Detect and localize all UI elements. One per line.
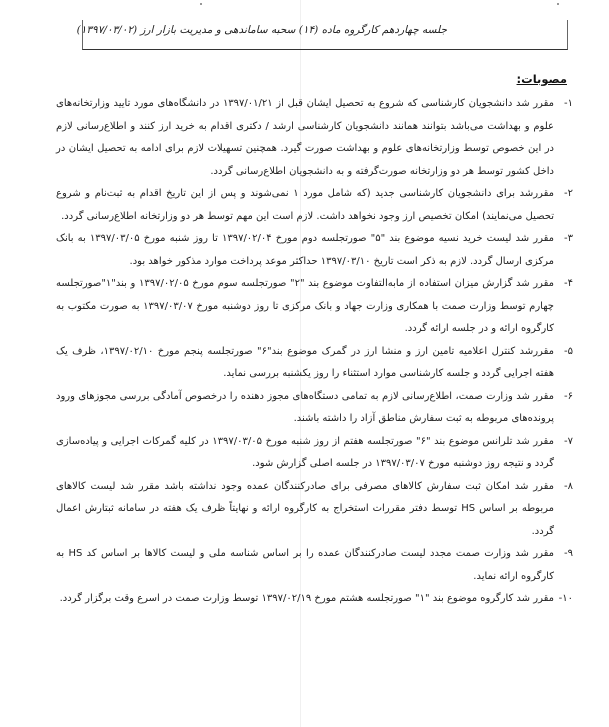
item-number: ۲- [564, 188, 573, 199]
resolution-item [56, 386, 573, 431]
scan-speck [557, 3, 559, 5]
resolution-item [56, 476, 573, 544]
item-number: ۶- [564, 390, 573, 402]
item-number: ۴- [564, 278, 573, 289]
section-heading: مصوبات: [516, 72, 567, 86]
item-text: مقرر شد تلرانس موضوع بند "۶" صورتجلسه هفتم از روز شنبه مورخ ۱۳۹۷/۰۳/۰۵ در کلیه گمرکات اجرایی و پیاده‌سازی گردد و نتیجه روز دوشنبه مورخ ۱۳۹۷/۰۳/۰۷ در جلسه اصلی گزارش شود. [56, 435, 554, 469]
header-box [76, 20, 568, 50]
item-number: ۷- [564, 435, 573, 447]
scan-speck [200, 3, 202, 5]
item-text: مقرر شد کارگروه موضوع بند "۱" صورتجلسه هشتم مورخ ۱۳۹۷/۰۲/۱۹ توسط وزارت صمت در اسرع وقت برگزار گردد. [59, 593, 554, 604]
item-text: مقرر شد دانشجویان کارشناسی که شروع به تحصیل ایشان قبل از ۱۳۹۷/۰۱/۲۱ در دانشگاه‌های مورد تایید وزارتخانه‌های علوم و بهداشت می‌باشد بتوانند همانند دانشجویان کارشناسی ارشد / دکتری اقدام به خرید ارز کنند و اطلاع‌رسانی لازم در این خصوص توسط وزارتخانه‌های علوم و بهداشت صورت گیرد. همچنین تسهیلات لازم برای ادامه به تحصیل ایشان در داخل کشور توسط هر دو وزارتخانه صورت‌گرفته و به دانشجویان اطلاع‌رسانی گردد. [56, 98, 554, 177]
resolution-item [56, 341, 573, 386]
item-text: مقرر شد گزارش میزان استفاده از مابه‌التفاوت موضوع بند "۲" صورتجلسه سوم مورخ ۱۳۹۷/۰۲/۰۵ و بند"۱"صورتجلسه چهارم توسط وزارت صمت با همکاری وزارت جهاد و بانک مرکزی تا روز دوشنبه مورخ ۱۳۹۷/۰۳/۰۷ به صورت مکتوب به کارگروه ارائه و در جلسه ارائه گردد. [56, 278, 554, 334]
item-text: مقرر شد لیست خرید نسیه موضوع بند "۵" صورتجلسه دوم مورخ ۱۳۹۷/۰۲/۰۴ تا روز شنبه مورخ ۱۳۹۷/۰۳/۰۵ به بانک مرکزی ارسال گردد. لازم به ذکر است تاریخ ۱۳۹۷/۰۳/۱۰ حداکثر موعد پرداخت موارد مذکور خواهد بود. [56, 233, 554, 267]
session-title: جلسه چهاردهم کارگروه ماده (۱۴) سحبه ساماندهی و مدیریت بازار ارز (۱۳۹۷/۰۳/۰۲) [76, 24, 447, 36]
resolutions-list [56, 93, 573, 611]
item-text: مقرر شد امکان ثبت سفارش کالاهای مصرفی برای صادرکنندگان عمده وجود نداشته باشد مقرر شد لیست کالاهای مربوطه بر اساس HS توسط دفتر مقررات استخراج به کارگروه ارائه و نهایتاً ظرف یک هفته در سامانه ثبتارش اعمال گردد. [56, 480, 554, 537]
item-text: مقرر شد وزارت صمت، اطلاع‌رسانی لازم به تمامی دستگاه‌های مجوز دهنده را درخصوص آمادگی بررسی مجوزهای ورود پرونده‌های مربوطه به ثبت سفارش مناطق آزاد را داشته باشند. [56, 390, 554, 424]
resolution-item [56, 183, 573, 228]
resolution-item [56, 228, 573, 273]
item-text: مقرر شد وزارت صمت مجدد لیست صادرکنندگان عمده را بر اساس شناسه ملی و لیست کالاها بر اساس کد HS به کارگروه ارائه نماید. [56, 548, 554, 582]
item-number: ۳- [564, 233, 573, 244]
item-number: ۱- [564, 98, 573, 109]
item-number: ۸- [564, 480, 573, 492]
resolution-item [56, 431, 573, 476]
item-number: ۱۰- [558, 593, 573, 604]
resolution-item [56, 273, 573, 341]
item-text: مقررشد برای دانشجویان کارشناسی جدید (که شامل مورد ۱ نمی‌شوند و پس از این تاریخ اقدام به ثبت‌نام و شروع تحصیل می‌نمایند) امکان تخصیص ارز وجود نخواهد داشت. لازم است این مهم توسط هر دو وزارتخانه اطلاع‌رسانی گردد. [56, 188, 554, 222]
resolution-item [56, 543, 573, 588]
resolution-item [56, 588, 573, 611]
item-text: مقررشد کنترل اعلامیه تامین ارز و منشا ارز در گمرک موضوع بند"۶" صورتجلسه پنجم مورخ ۱۳۹۷/۰۲/۱۰، ظرف یک هفته اجرایی گردد و جلسه کارشناسی موارد استثناء را روز یکشنبه بررسی نماید. [56, 345, 554, 379]
item-number: ۹- [564, 548, 573, 559]
resolution-item [56, 93, 573, 183]
item-number: ۵- [564, 345, 573, 357]
